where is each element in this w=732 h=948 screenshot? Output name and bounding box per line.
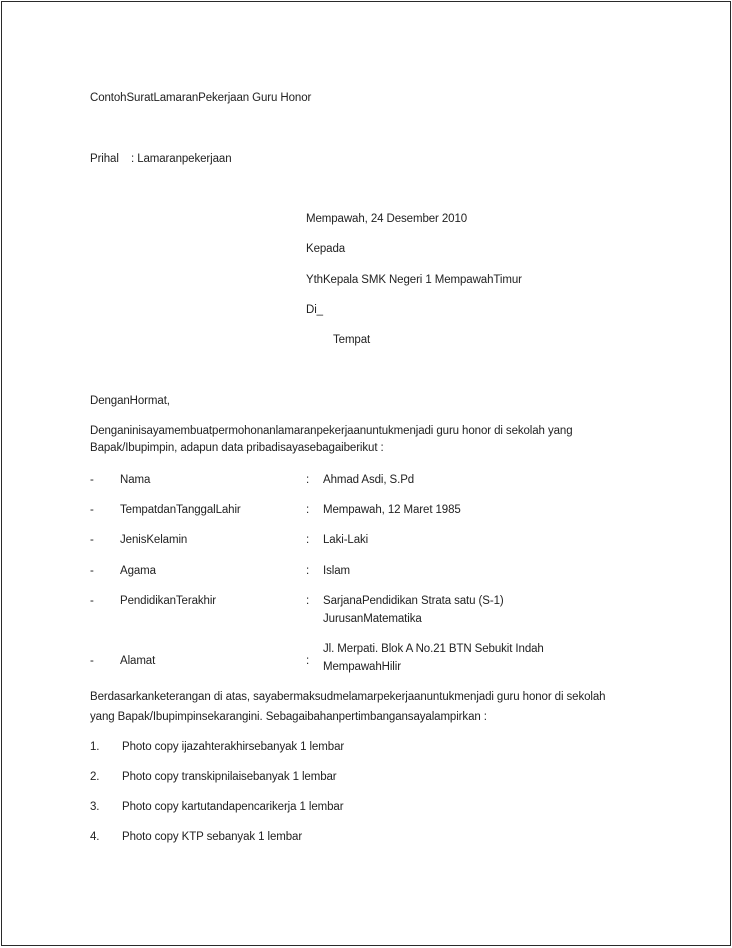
attachment-number: 1. — [90, 741, 100, 753]
attachment-number: 2. — [90, 771, 100, 783]
field-colon: : — [306, 504, 310, 516]
place-date: Mempawah, 24 Desember 2010 — [306, 213, 468, 225]
tempat-label: Tempat — [333, 334, 371, 346]
attachment-item: Photo copy kartutandapencarikerja 1 lembar — [122, 801, 344, 813]
field-bullet: - — [90, 595, 94, 607]
field-label-gender: JenisKelamin — [120, 534, 188, 546]
field-bullet: - — [90, 565, 94, 577]
field-colon: : — [306, 565, 310, 577]
field-colon: : — [306, 474, 310, 486]
field-label-nama: Nama — [120, 474, 151, 486]
field-label-education: PendidikanTerakhir — [120, 595, 217, 607]
di-label: Di_ — [306, 304, 323, 316]
field-value-address-city: MempawahHilir — [323, 661, 401, 673]
attachment-item: Photo copy KTP sebanyak 1 lembar — [122, 831, 303, 843]
field-bullet: - — [90, 534, 94, 546]
attachment-number: 3. — [90, 801, 100, 813]
recipient: YthKepala SMK Negeri 1 MempawahTimur — [306, 274, 522, 286]
subject-label: Prihal — [90, 153, 119, 165]
field-colon: : — [306, 534, 310, 546]
letter-page — [1, 1, 731, 946]
attachment-item: Photo copy transkipnilaisebanyak 1 lembar — [122, 771, 337, 783]
closing-line-1: Berdasarkanketerangan di atas, sayabermaksudmelamarpekerjaanuntukmenjadi guru honor di sekolah — [90, 691, 606, 703]
field-colon: : — [306, 655, 310, 667]
closing-line-2: yang Bapak/Ibupimpinsekarangini. Sebagaibahanpertimbangansayalampirkan : — [90, 711, 487, 723]
field-label-birth: TempatdanTanggalLahir — [120, 504, 241, 516]
field-label-address: Alamat — [120, 655, 156, 667]
field-value-education: SarjanaPendidikan Strata satu (S-1) — [323, 595, 504, 607]
attachment-number: 4. — [90, 831, 100, 843]
intro-line-1: Denganinisayamembuatpermohonanlamaranpekerjaanuntukmenjadi guru honor di sekolah yang — [90, 425, 573, 437]
field-value-religion: Islam — [323, 565, 350, 577]
field-bullet: - — [90, 474, 94, 486]
field-value-nama: Ahmad Asdi, S.Pd — [323, 474, 415, 486]
intro-line-2: Bapak/Ibupimpin, adapun data pribadisayasebagaiberikut : — [90, 442, 384, 454]
field-value-address: Jl. Merpati. Blok A No.21 BTN Sebukit Indah — [323, 643, 544, 655]
field-colon: : — [306, 595, 310, 607]
field-value-birth: Mempawah, 12 Maret 1985 — [323, 504, 461, 516]
to-label: Kepada — [306, 243, 346, 255]
field-bullet: - — [90, 504, 94, 516]
letter-heading: ContohSuratLamaranPekerjaan Guru Honor — [90, 92, 312, 104]
attachment-item: Photo copy ijazahterakhirsebanyak 1 lembar — [122, 741, 345, 753]
field-label-religion: Agama — [120, 565, 156, 577]
field-value-education-major: JurusanMatematika — [323, 613, 422, 625]
field-value-gender: Laki-Laki — [323, 534, 369, 546]
field-bullet: - — [90, 655, 94, 667]
subject-value: : Lamaranpekerjaan — [131, 153, 232, 165]
greeting: DenganHormat, — [90, 395, 170, 407]
